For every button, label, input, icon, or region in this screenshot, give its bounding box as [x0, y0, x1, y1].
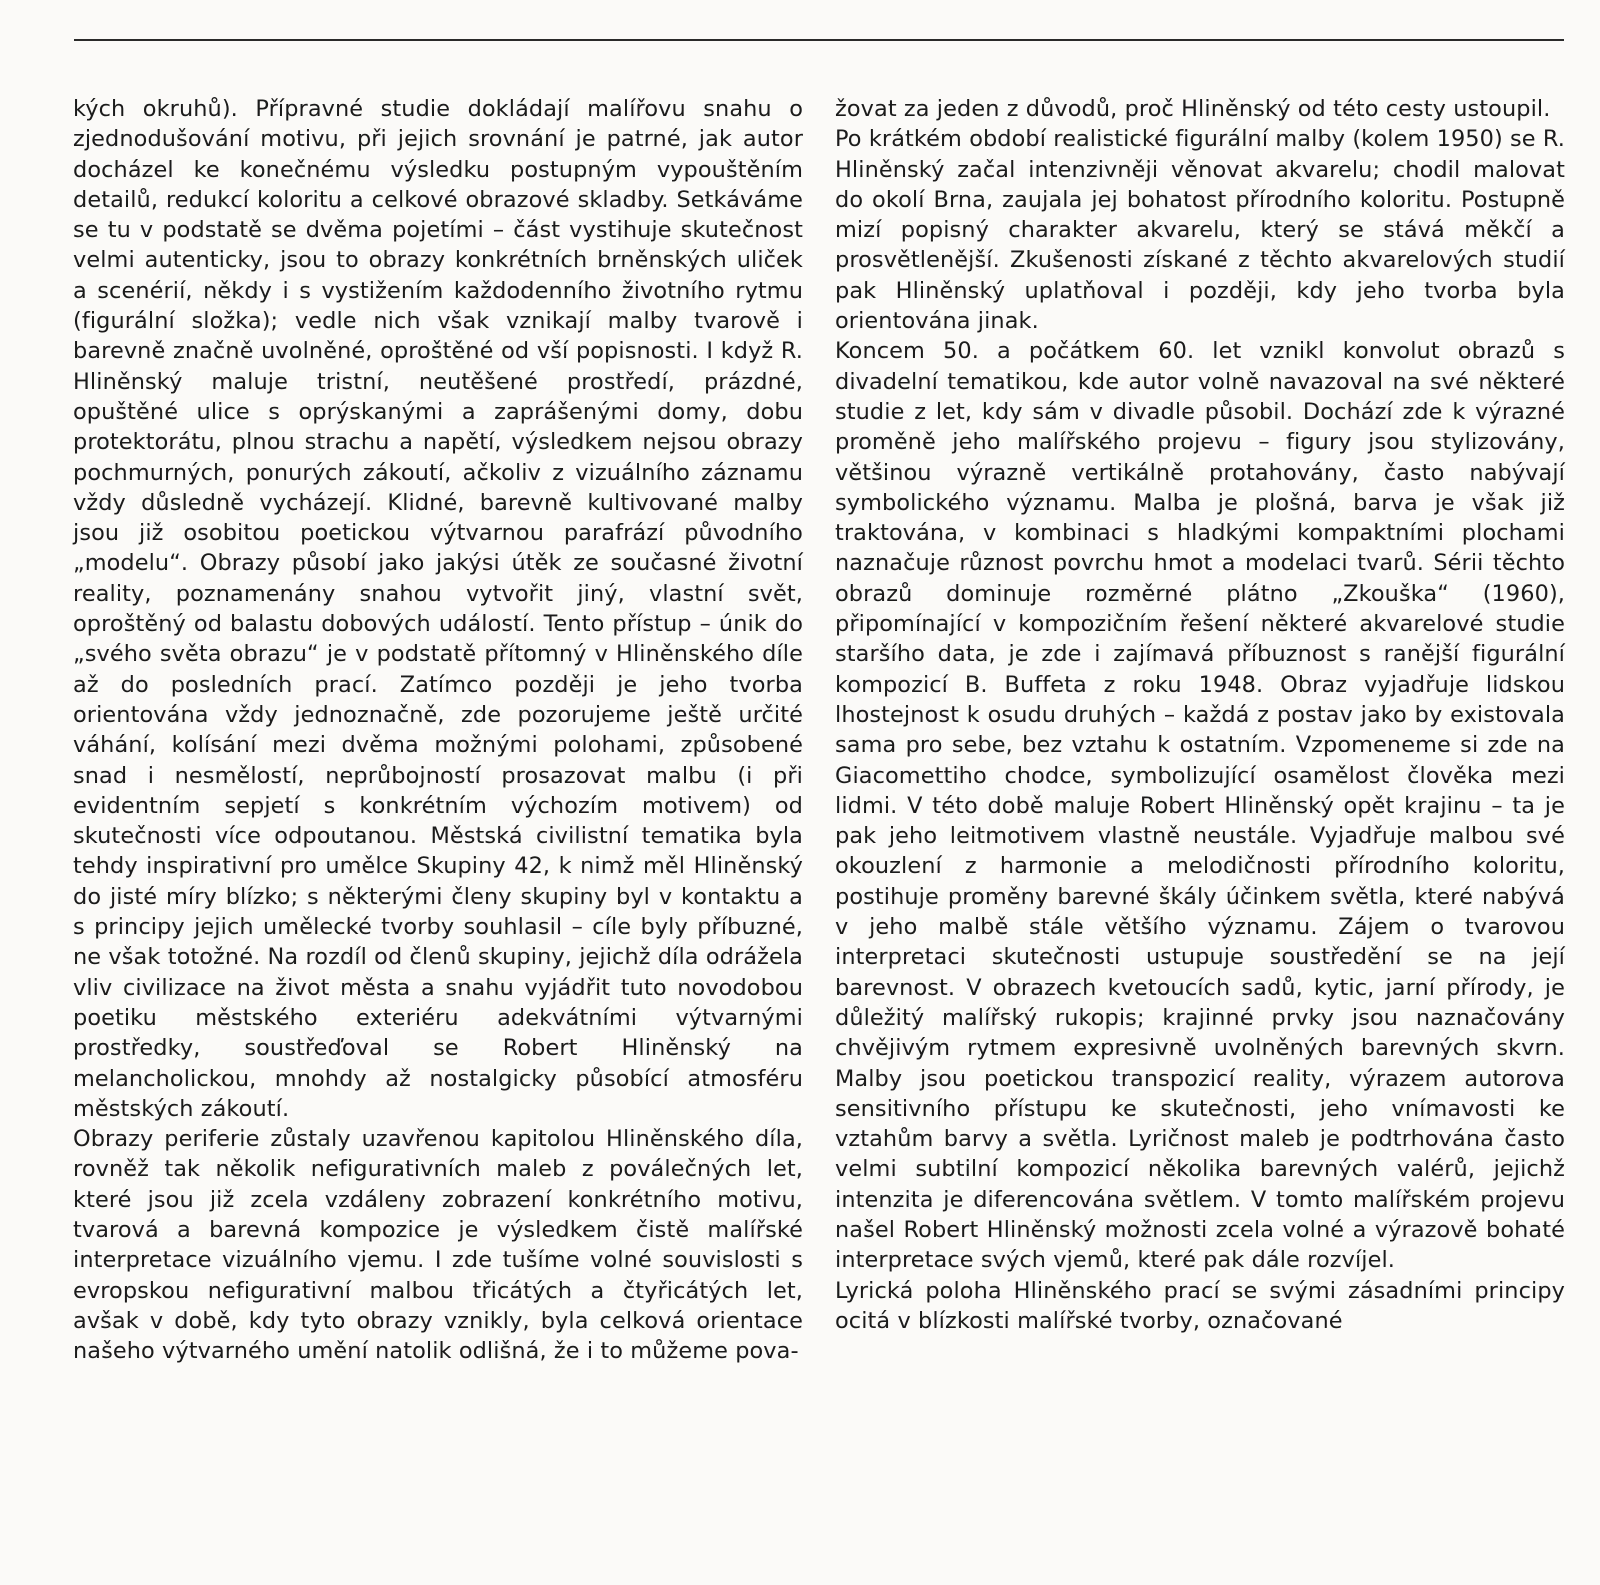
- paragraph: Obrazy periferie zůstaly uzavřenou kapitolou Hliněnského díla, rovněž tak několik nefigurativních maleb z poválečných let, které jsou již zcela vzdáleny zobrazení konkrétního motivu, tvarová a barevná kompozice je výsledkem čistě malířské interpretace vizuálního vjemu. I zde tušíme volné souvislosti s evropskou nefigurativní malbou třicátých a čtyřicátých let, avšak v době, kdy tyto obrazy vznikly, byla celková orientace našeho výtvarného umění natolik odlišná, že i to můžeme pova-: [73, 1126, 803, 1365]
- top-rule: [74, 39, 1564, 41]
- paragraph: kých okruhů). Přípravné studie dokládají malířovu snahu o zjednodušování motivu, při jejich srovnání je patrné, jak autor docházel ke konečnému výsledku postupným vypouštěním detailů, redukcí koloritu a celkové obrazové skladby. Setkáváme se tu v podstatě se dvěma pojetími – část vystihuje skutečnost velmi autenticky, jsou to obrazy konkrétních brněnských uliček a scenérií, někdy i s vystižením každodenního životního rytmu (figurální složka); vedle nich však vznikají malby tvarově i barevně značně uvolněné, oproštěné od vší popisnosti. I když R. Hliněnský maluje tristní, neutěšené prostředí, prázdné, opuštěné ulice s oprýskanými a zaprášenými domy, dobu protektorátu, plnou strachu a napětí, výsledkem nejsou obrazy pochmurných, ponurých zákoutí, ačkoliv z vizuálního záznamu vždy důsledně vycházejí. Klidné, barevně kultivované malby jsou již osobitou poetickou výtvarnou parafrází původního „modelu“. Obrazy působí jako jakýsi útěk ze současné životní reality, poznamenány snahou vytvořit jiný, vlastní svět, oproštěný od balastu dobových událostí. Tento přístup – únik do „svého světa obrazu“ je v podstatě přítomný v Hliněnského díle až do posledních prací. Zatímco později je jeho tvorba orientována vždy jednoznačně, zde pozorujeme ještě určité váhání, kolísání mezi dvěma možnými polohami, způsobené snad i nesmělostí, neprůbojností prosazovat malbu (i při evidentním sepjetí s konkrétním výchozím motivem) od skutečnosti více odpoutanou. Městská civilistní tematika byla tehdy inspirativní pro umělce Skupiny 42, k nimž měl Hliněnský do jisté míry blízko; s některými členy skupiny byl v kontaktu a s principy jejich umělecké tvorby souhlasil – cíle byly příbuzné, ne však totožné. Na rozdíl od členů skupiny, jejichž díla odrážela vliv civilizace na život města a snahu vyjádřit tuto novodobou poetiku městského exteriéru adekvátními výtvarnými prostředky, soustřeďoval se Robert Hliněnský na melancholickou, mnohdy až nostalgicky působící atmosféru městských zákoutí.: [73, 96, 803, 1122]
- paragraph: Lyrická poloha Hliněnského prací se svými zásadními principy ocitá v blízkosti malířské tvorby, označované: [835, 1277, 1565, 1334]
- paragraph: žovat za jeden z důvodů, proč Hliněnský od této cesty ustoupil.: [835, 96, 1551, 122]
- text-column-left: [73, 94, 803, 1366]
- text-column-right: [835, 94, 1565, 1336]
- paragraph: Koncem 50. a počátkem 60. let vznikl konvolut obrazů s divadelní tematikou, kde autor volně navazoval na své některé studie z let, kdy sám v divadle působil. Dochází zde k výrazné proměně jeho malířského projevu – figury jsou stylizovány, většinou výrazně vertikálně protahovány, často nabývají symbolického významu. Malba je plošná, barva je však již traktována, v kombinaci s hladkými kompaktními plochami naznačuje různost povrchu hmot a modelaci tvarů. Sérii těchto obrazů dominuje rozměrné plátno „Zkouška“ (1960), připomínající v kompozičním řešení některé akvarelové studie staršího data, je zde i zajímavá příbuznost s ranější figurální kompozicí B. Buffeta z roku 1948. Obraz vyjadřuje lidskou lhostejnost k osudu druhých – každá z postav jako by existovala sama pro sebe, bez vztahu k ostatním. Vzpomeneme si zde na Giacomettiho chodce, symbolizující osamělost člověka mezi lidmi. V této době maluje Robert Hliněnský opět krajinu – ta je pak jeho leitmotivem vlastně neustále. Vyjadřuje malbou své okouzlení z harmonie a melodičnosti přírodního koloritu, postihuje proměny barevné škály účinkem světla, které nabývá v jeho malbě stále většího významu. Zájem o tvarovou interpretaci skutečnosti ustupuje soustředění se na její barevnost. V obrazech kvetoucích sadů, kytic, jarní přírody, je důležitý malířský rukopis; krajinné prvky jsou naznačovány chvějivým rytmem expresivně uvolněných barevných skvrn. Malby jsou poetickou transpozicí reality, výrazem autorova sensitivního přístupu ke skutečnosti, jeho vnímavosti ke vztahům barvy a světla. Lyričnost maleb je podtrhována často velmi subtilní kompozicí několika barevných valérů, jejichž intenzita je diferencována světlem. V tomto malířském projevu našel Robert Hliněnský možnosti zcela volné a výrazově bohaté interpretace svých vjemů, které pak dále rozvíjel.: [835, 338, 1565, 1274]
- paragraph: Po krátkém období realistické figurální malby (kolem 1950) se R. Hliněnský začal intenzivněji věnovat akvarelu; chodil malovat do okolí Brna, zaujala jej bohatost přírodního koloritu. Postupně mizí popisný charakter akvarelu, který se stává měkčí a prosvětlenější. Zkušenosti získané z těchto akvarelových studií pak Hliněnský uplatňoval i později, kdy jeho tvorba byla orientována jinak.: [835, 126, 1565, 335]
